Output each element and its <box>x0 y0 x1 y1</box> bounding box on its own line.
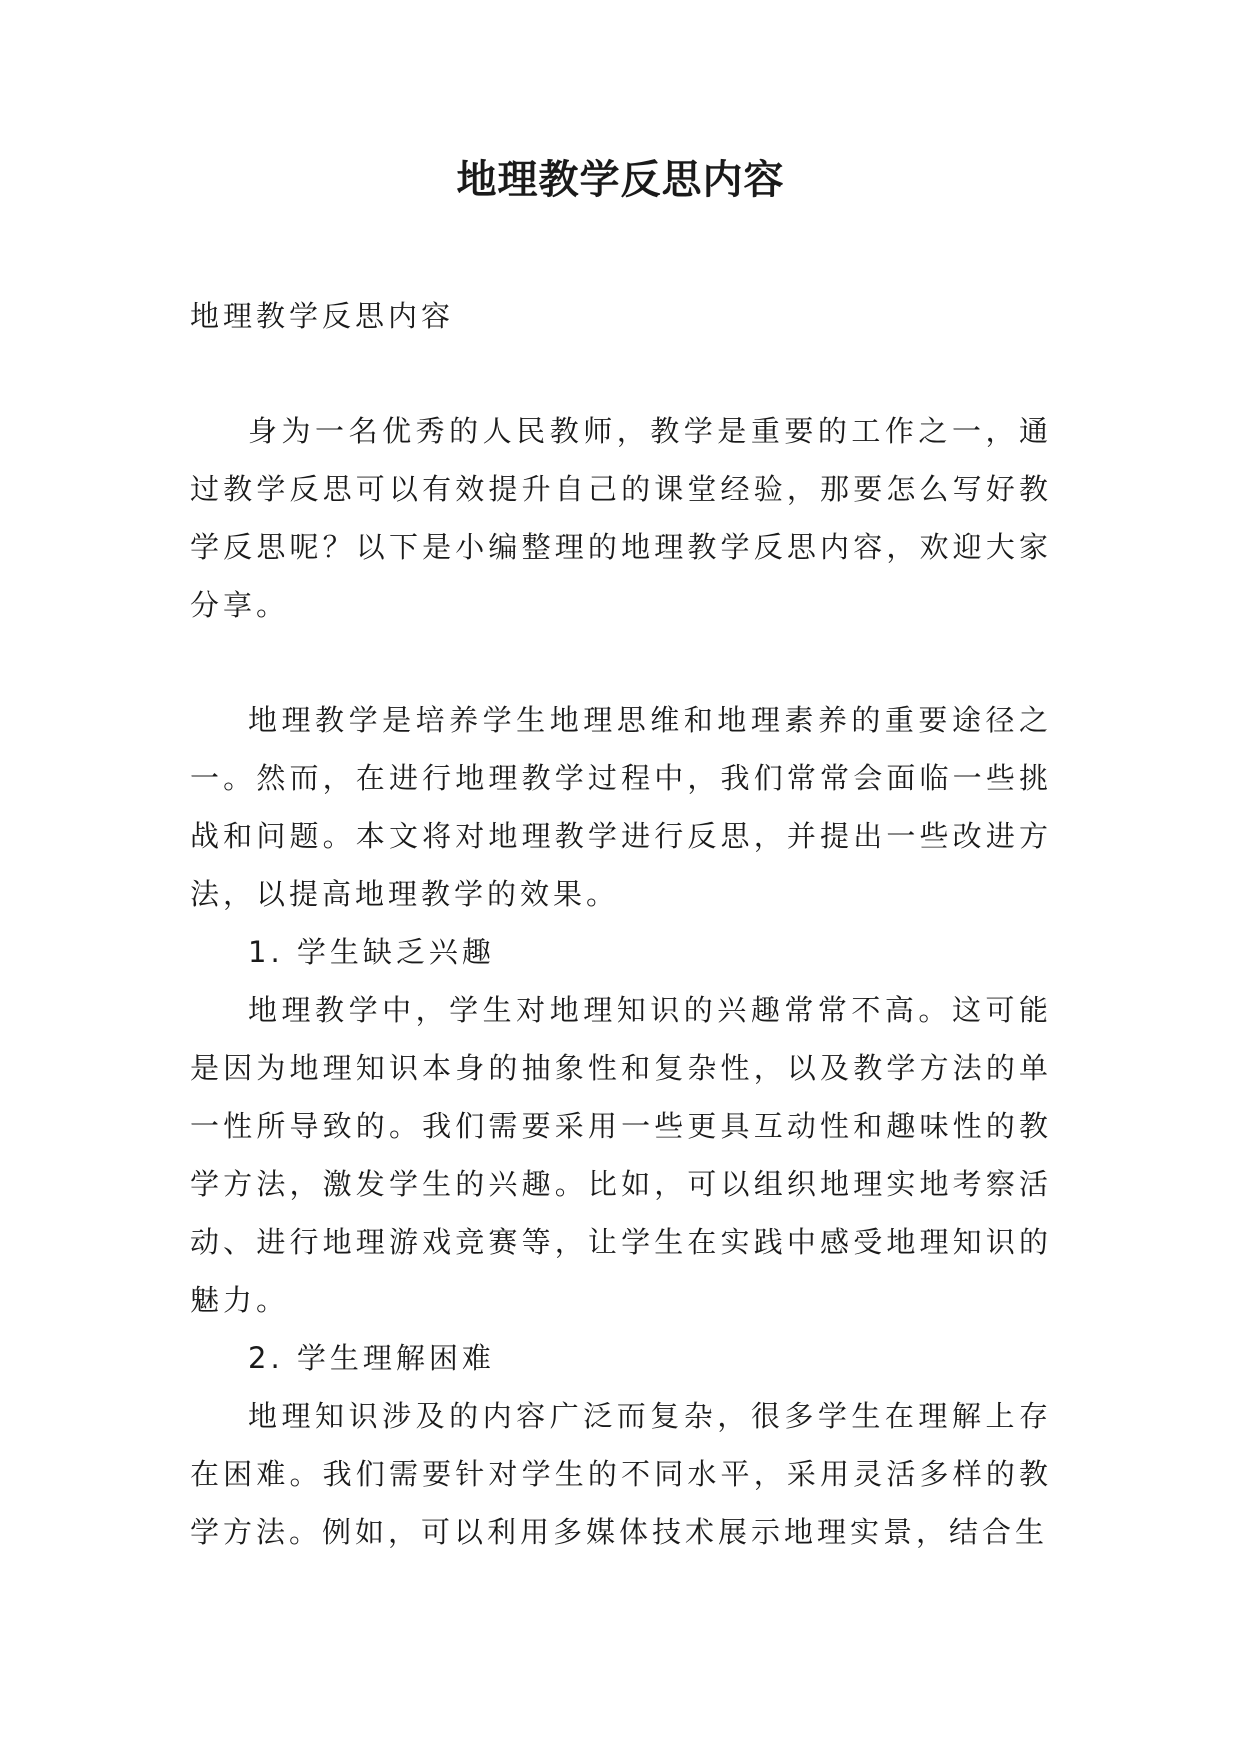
paragraph-1: 地理教学是培养学生地理思维和地理素养的重要途径之一。然而，在进行地理教学过程中，我们常常会面临一些挑战和问题。本文将对地理教学进行反思，并提出一些改进方法，以提高地理教学的效果。 <box>190 703 1052 911</box>
intro-paragraph: 身为一名优秀的人民教师，教学是重要的工作之一，通过教学反思可以有效提升自己的课堂经验，那要怎么写好教学反思呢？以下是小编整理的地理教学反思内容，欢迎大家分享。 <box>190 414 1052 622</box>
paragraph-3: 地理知识涉及的内容广泛而复杂，很多学生在理解上存在困难。我们需要针对学生的不同水平，采用灵活多样的教学方法。例如，可以利用多媒体技术展示地理实景，结合生 <box>190 1399 1052 1549</box>
section-heading-1: 1. 学生缺乏兴趣 <box>248 935 495 969</box>
paragraph-2: 地理教学中，学生对地理知识的兴趣常常不高。这可能是因为地理知识本身的抽象性和复杂性，以及教学方法的单一性所导致的。我们需要采用一些更具互动性和趣味性的教学方法，激发学生的兴趣。比如，可以组织地理实地考察活动、进行地理游戏竞赛等，让学生在实践中感受地理知识的魅力。 <box>190 993 1052 1317</box>
section-heading-2: 2. 学生理解困难 <box>248 1341 495 1375</box>
document-title: 地理教学反思内容 <box>456 156 785 203</box>
intro-block <box>190 402 1052 634</box>
main-block <box>190 691 1052 1561</box>
document-subtitle: 地理教学反思内容 <box>190 299 455 333</box>
